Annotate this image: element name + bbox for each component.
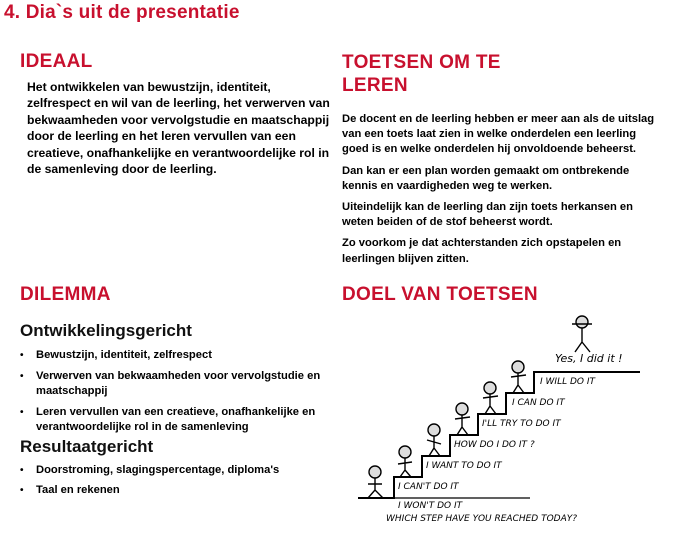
bullet-icon: • — [20, 350, 24, 361]
step-label: I WILL DO IT — [540, 377, 595, 387]
step-label: Yes, I did it ! — [555, 352, 623, 365]
list-item — [20, 369, 340, 399]
stairs-illustration — [350, 314, 650, 524]
step-label: I CAN'T DO IT — [398, 482, 459, 492]
list-item — [20, 483, 340, 498]
list-item-text: Doorstroming, slagingspercentage, diploma's — [36, 464, 280, 476]
toetsen-body — [342, 112, 657, 273]
ideaal-heading: IDEAAL — [20, 51, 93, 72]
list-item — [20, 405, 340, 435]
step-label: I WANT TO DO IT — [426, 461, 502, 471]
slide-title: 4. Dia`s uit de presentatie — [4, 2, 240, 23]
resultaatgericht-title: Resultaatgericht — [20, 437, 154, 456]
toetsen-paragraph: Zo voorkom je dat achterstanden zich opstapelen en leerlingen blijven zitten. — [342, 237, 622, 265]
bullet-icon: • — [20, 465, 24, 476]
staircase-line — [358, 372, 640, 498]
figure-head-icon — [399, 446, 411, 458]
resultaatgericht-list — [20, 463, 340, 504]
bullet-icon: • — [20, 485, 24, 496]
step-label: I CAN DO IT — [512, 398, 565, 408]
caption: WHICH STEP HAVE YOU REACHED TODAY? — [386, 514, 578, 524]
toetsen-heading-line1: TOETSEN OM TE — [342, 52, 501, 73]
list-item — [20, 463, 340, 478]
step-label: I WON'T DO IT — [398, 501, 463, 511]
figure-head-icon — [484, 382, 496, 394]
list-item-text: Leren vervullen van een creatieve, onafhankelijke en verantwoordelijke rol in de samenleving — [36, 406, 316, 433]
toetsen-heading-line2: LEREN — [342, 75, 408, 96]
list-item-text: Taal en rekenen — [36, 484, 120, 496]
toetsen-paragraph: Uiteindelijk kan de leerling dan zijn toets herkansen en weten beiden of de stof beheerst wordt. — [342, 201, 633, 229]
list-item-text: Verwerven van bekwaamheden voor vervolgstudie en maatschappij — [36, 370, 321, 397]
bullet-icon: • — [20, 371, 24, 382]
step-label: HOW DO I DO IT ? — [454, 440, 535, 450]
ontwikkelingsgericht-list — [20, 348, 340, 441]
figure-head-icon — [428, 424, 440, 436]
figure-head-icon — [512, 361, 524, 373]
bullet-icon: • — [20, 407, 24, 418]
list-item-text: Bewustzijn, identiteit, zelfrespect — [36, 349, 212, 361]
toetsen-paragraph: Dan kan er een plan worden gemaakt om ontbrekende kennis en vaardigheden weg te werken. — [342, 164, 630, 192]
toetsen-heading — [342, 51, 501, 97]
toetsen-paragraph: De docent en de leerling hebben er meer aan als de uitslag van een toets laat zien in welke onderdelen een leerling goed is en welke onderdelen hij onvoldoende beheerst. — [342, 113, 655, 156]
figure-head-icon — [576, 316, 588, 328]
list-item — [20, 348, 340, 363]
ontwikkelingsgericht-title: Ontwikkelingsgericht — [20, 321, 192, 340]
doel-heading: DOEL VAN TOETSEN — [342, 284, 538, 305]
figure-head-icon — [369, 466, 381, 478]
step-label: I'LL TRY TO DO IT — [482, 419, 561, 429]
dilemma-heading: DILEMMA — [20, 284, 111, 305]
figure-head-icon — [456, 403, 468, 415]
ideaal-body: Het ontwikkelen van bewustzijn, identiteit, zelfrespect en wil van de leerling, het verwerven van bekwaamheden voor vervolgstudie en maatschappij door de leerling en het leren vervullen van een creatieve, onafhankelijke en verantwoordelijke rol in de samenleving door de leerling. — [27, 80, 330, 177]
